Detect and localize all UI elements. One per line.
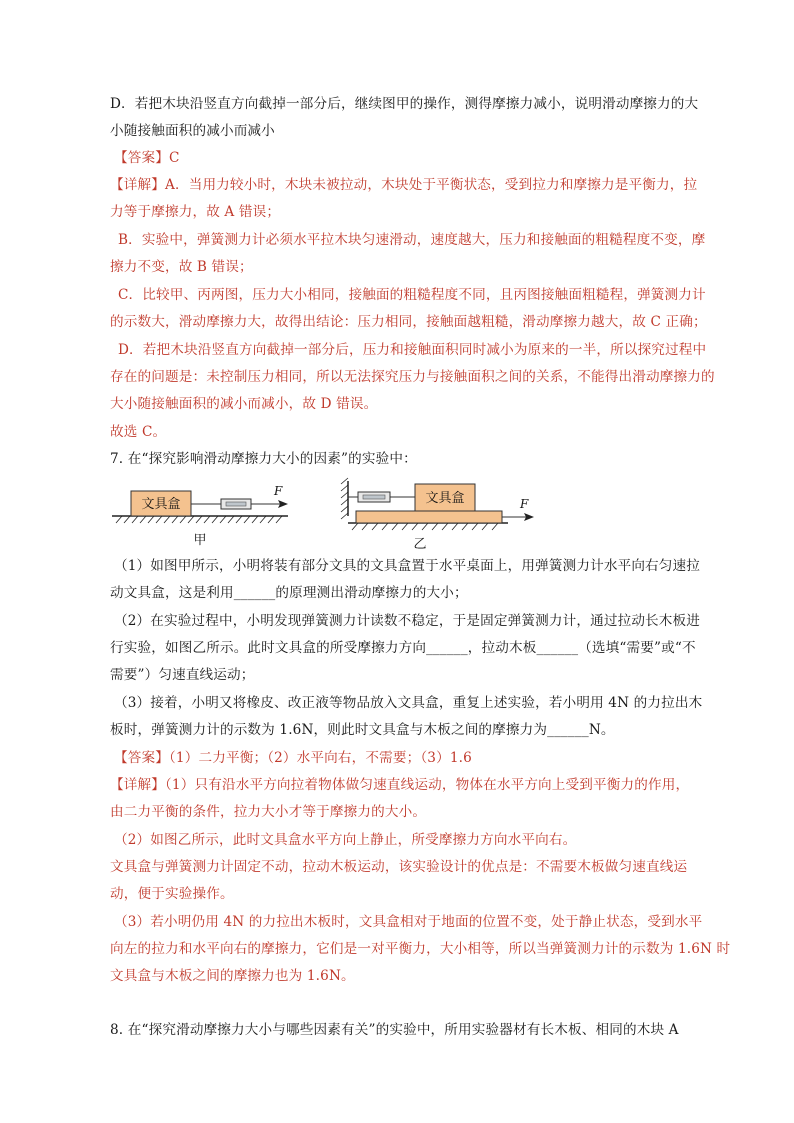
q7-explanation-line-6: （3）若小明仍用 4N 的力拉出木板时，文具盒相对于地面的位置不变，处于静止状态，受到水平 (114, 914, 703, 930)
experiment-figure (108, 476, 548, 556)
explanation-line-4: 擦力不变，故 B 错误； (110, 259, 253, 275)
q7-part1-line-2: 动文具盒，这是利用______的原理测出滑动摩擦力的大小； (110, 585, 468, 601)
q7-answer-line (114, 748, 714, 768)
force-label-yi: F (520, 497, 529, 511)
long-board-yi (356, 511, 502, 523)
q7-explanation-line-8: 文具盒与木板之间的摩擦力也为 1.6N。 (110, 968, 355, 984)
explanation-line-5: C．比较甲、丙两图，压力大小相同，接触面的粗糙程度不同，且丙图接触面粗糙程，弹簧测力计 (118, 287, 706, 303)
conclusion-line: 故选 C。 (110, 424, 167, 440)
answer-tag: 【答案】 (114, 150, 169, 166)
q7-explanation-line-2: 由二力平衡的条件，拉力大小才等于摩擦力的大小。 (110, 804, 427, 820)
caption-jia: 甲 (193, 533, 207, 548)
option-d-line-1: D．若把木块沿竖直方向截掉一部分后，继续图甲的操作，测得摩擦力减小，说明滑动摩擦力的大 (110, 96, 699, 112)
explanation-line-3: B．实验中，弹簧测力计必须水平拉木块匀速滑动，速度越大，压力和接触面的粗糙程度不变，摩 (118, 232, 706, 248)
answer-line (114, 148, 714, 168)
q7-explanation-line-3: （2）如图乙所示，此时文具盒水平方向上静止，所受摩擦力方向水平向右。 (114, 832, 577, 848)
explanation-line-8: 存在的问题是：未控制压力相同，所以无法探究压力与接触面积之间的关系，不能得出滑动摩擦力的 (110, 369, 715, 385)
explanation-line-2: 力等于摩擦力，故 A 错误； (110, 204, 281, 220)
q7-explanation-text: （1）只有沿水平方向拉着物体做匀速直线运动，物体在水平方向上受到平衡力的作用， (164, 777, 690, 793)
explanation-line-9: 大小随接触面积的减小而减小，故 D 错误。 (110, 396, 378, 412)
q7-part2-line-1: （2）在实验过程中，小明发现弹簧测力计读数不稳定，于是固定弹簧测力计，通过拉动长木板进 (114, 613, 701, 629)
q7-part1-line-1: （1）如图甲所示，小明将装有部分文具的文具盒置于水平桌面上，用弹簧测力计水平向右匀速拉 (114, 558, 701, 574)
explanation-line-7: D．若把木块沿竖直方向截掉一部分后，压力和接触面积同时减小为原来的一半，所以探究过程中 (118, 342, 707, 358)
q7-answer-tag: 【答案】 (114, 750, 169, 766)
question-8-title: 8. 在“探究滑动摩擦力大小与哪些因素有关”的实验中，所用实验器材有长木板、相同的木块 A (110, 1022, 679, 1038)
question-7-title: 7. 在“探究影响滑动摩擦力大小的因素”的实验中： (110, 451, 417, 467)
stationery-box-yi-label: 文具盒 (425, 491, 465, 506)
caption-yi: 乙 (413, 537, 427, 552)
q7-answer-value: （1）二力平衡；（2）水平向右，不需要；（3）1.6 (168, 750, 472, 766)
answer-value: C (168, 150, 180, 166)
q7-explanation-line-7: 向左的拉力和水平向右的摩擦力，它们是一对平衡力，大小相等，所以当弹簧测力计的示数为 1.6N 时 (110, 941, 731, 957)
figure-yi (341, 478, 534, 530)
explanation-line-6: 的示数大，滑动摩擦力大，故得出结论：压力相同，接触面越粗糙，滑动摩擦力越大，故 C 正确； (110, 314, 707, 330)
q7-explanation-line-4: 文具盒与弹簧测力计固定不动，拉动木板运动，该实验设计的优点是：不需要木板做匀速直线运 (110, 859, 688, 875)
q7-part2-line-2: 行实验，如图乙所示。此时文具盒的所受摩擦力方向______，拉动木板______（选填“需要”或“不 (110, 640, 696, 656)
figure-jia (112, 484, 288, 523)
q7-explanation-line-5: 动，便于实验操作。 (110, 886, 234, 902)
explanation-tag: 【详解】 (110, 177, 165, 193)
q7-explanation-tag: 【详解】 (110, 777, 165, 793)
q7-part2-line-3: 需要”）匀速直线运动； (110, 667, 255, 683)
stationery-box-jia-label: 文具盒 (141, 497, 181, 512)
explanation-line-1 (110, 175, 710, 195)
force-label-jia: F (274, 484, 283, 498)
q7-explanation-line-1 (110, 775, 710, 795)
q7-part3-line-1: （3）接着，小明又将橡皮、改正液等物品放入文具盒，重复上述实验，若小明用 4N 的力拉出木 (114, 695, 703, 711)
explanation-text: A．当用力较小时，木块未被拉动，木块处于平衡状态，受到拉力和摩擦力是平衡力，拉 (164, 177, 698, 193)
q7-part3-line-2: 板时，弹簧测力计的示数为 1.6N，则此时文具盒与木板之间的摩擦力为______N。 (110, 722, 615, 738)
option-d-line-2: 小随接触面积的减小而减小 (110, 123, 275, 139)
